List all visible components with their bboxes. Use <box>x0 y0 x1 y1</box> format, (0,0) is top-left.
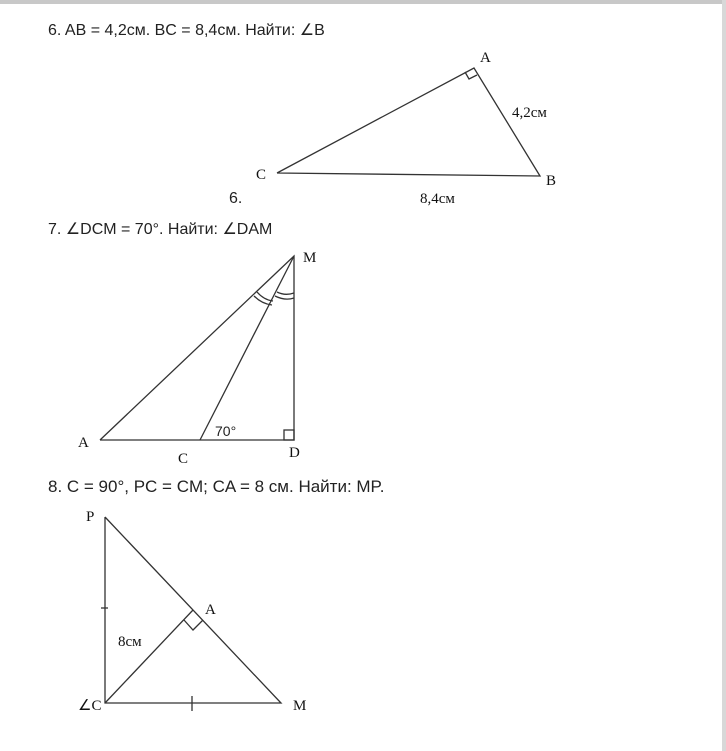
label-b: B <box>546 173 557 189</box>
label-ab-length: 4,2см <box>512 105 547 121</box>
angle-arc-cmd <box>277 292 294 294</box>
label-d: D <box>289 445 300 461</box>
label-p: P <box>86 509 95 525</box>
triangle-amd-figure <box>78 250 316 467</box>
label-m: M <box>303 250 317 266</box>
label-ca-length: 8см <box>118 634 142 650</box>
triangle-abc-figure <box>229 50 556 207</box>
label-c: C <box>256 167 267 183</box>
label-a: A <box>78 435 89 451</box>
label-a: A <box>480 50 491 66</box>
problem-6-title: 6. AB = 4,2см. BC = 8,4см. Найти: ∠B <box>48 22 325 39</box>
angle-arc-cmd-2 <box>275 296 294 299</box>
segment-mc <box>200 256 294 440</box>
problem-7-title: 7. ∠DCM = 70°. Найти: ∠DAM <box>48 221 273 238</box>
label-a: A <box>205 602 216 618</box>
triangle-abc <box>277 68 540 176</box>
triangle-pcm-figure <box>78 509 306 714</box>
label-m: M <box>293 698 307 714</box>
angle-arc-amc-1 <box>257 292 273 301</box>
figure-caption: 6. <box>229 190 243 207</box>
right-angle-mark-d <box>284 430 294 440</box>
label-angle-70: 70° <box>215 423 237 439</box>
label-c: ∠C <box>78 698 102 714</box>
right-angle-mark-a <box>184 620 203 630</box>
problem-8-title: 8. C = 90°, PC = CM; CA = 8 см. Найти: MP. <box>48 477 385 496</box>
right-angle-mark-a <box>465 72 477 79</box>
triangle-amd <box>100 256 294 440</box>
label-c: C <box>178 451 189 467</box>
label-bc-length: 8,4см <box>420 191 455 207</box>
segment-ca <box>105 610 193 703</box>
